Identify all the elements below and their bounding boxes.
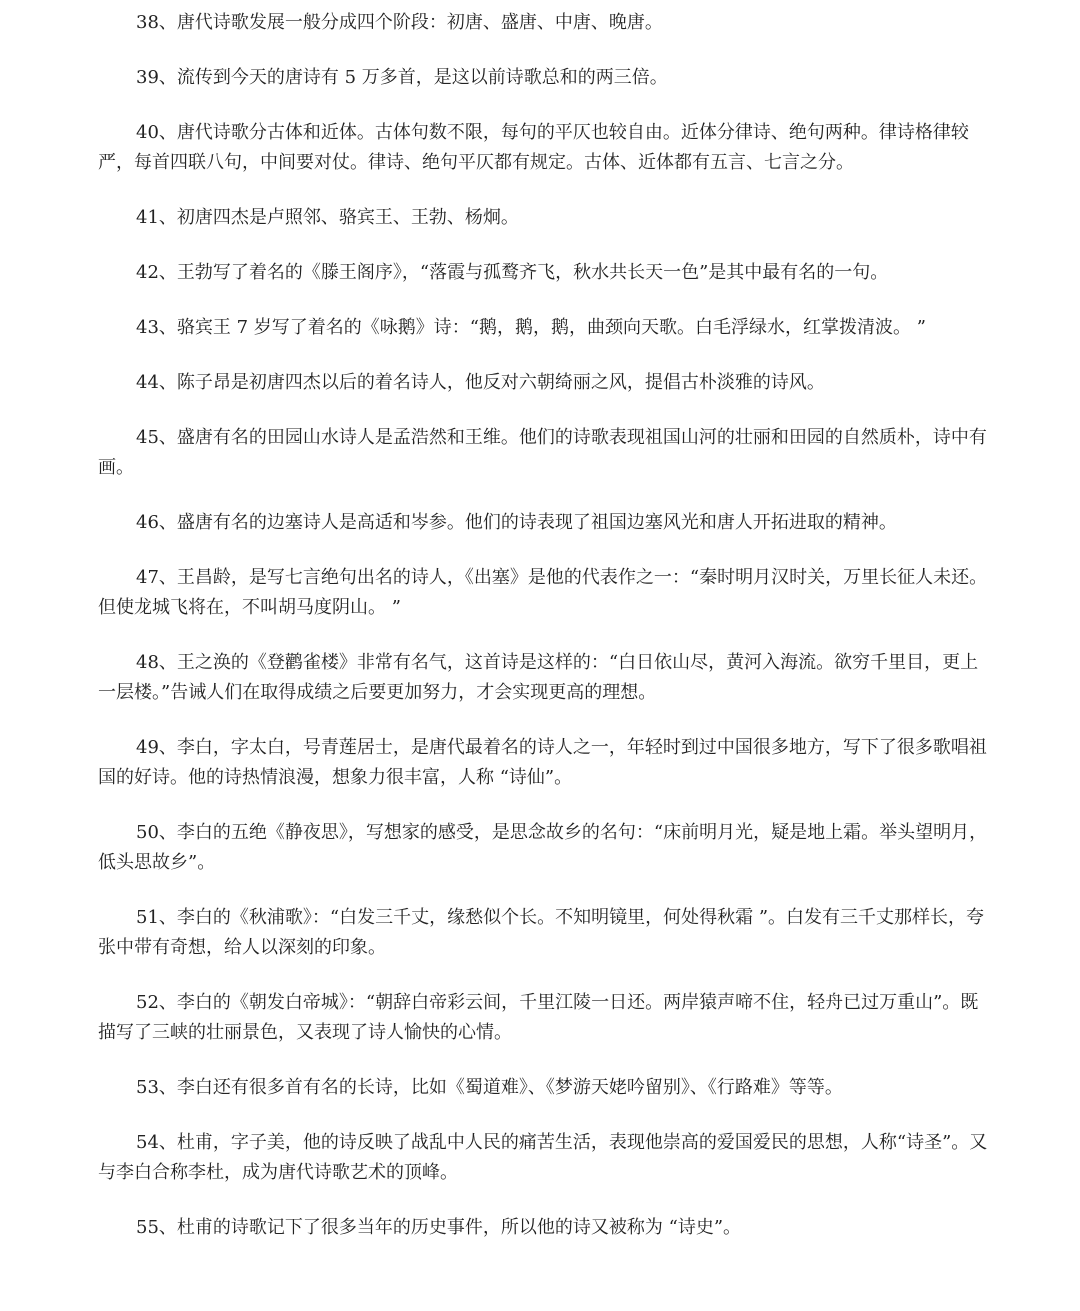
paragraph-40: 40、唐代诗歌分古体和近体。古体句数不限，每句的平仄也较自由。近体分律诗、绝句两种。律诗格律较严，每首四联八句，中间要对仗。律诗、绝句平仄都有规定。古体、近体都有五言、七言之分。	[98, 122, 969, 173]
paragraph-51: 51、李白的《秋浦歌》：“白发三千丈，缘愁似个长。不知明镜里，何处得秋霜 ”。白发有三千丈那样长，夸张中带有奇想，给人以深刻的印象。	[98, 907, 985, 958]
paragraph-55: 55、杜甫的诗歌记下了很多当年的历史事件，所以他的诗又被称为 “诗史”。	[136, 1217, 742, 1238]
paragraph-48: 48、王之涣的《登鹳雀楼》非常有名气，这首诗是这样的：“白日依山尽，黄河入海流。欲穷千里目，更上一层楼。”告诫人们在取得成绩之后要更加努力，才会实现更高的理想。	[98, 652, 979, 703]
paragraph-54: 54、杜甫，字子美，他的诗反映了战乱中人民的痛苦生活，表现他崇高的爱国爱民的思想，人称“诗圣”。又与李白合称李杜，成为唐代诗歌艺术的顶峰。	[98, 1132, 988, 1183]
paragraph-45: 45、盛唐有名的田园山水诗人是孟浩然和王维。他们的诗歌表现祖国山河的壮丽和田园的自然质朴，诗中有画。	[98, 427, 987, 478]
paragraph-39: 39、流传到今天的唐诗有 5 万多首，是这以前诗歌总和的两三倍。	[136, 67, 668, 88]
paragraph-53: 53、李白还有很多首有名的长诗，比如《蜀道难》、《梦游天姥吟留别》、《行路难》等等。	[136, 1077, 843, 1098]
paragraph-52: 52、李白的《朝发白帝城》：“朝辞白帝彩云间，千里江陵一日还。两岸猿声啼不住，轻舟已过万重山”。既描写了三峡的壮丽景色，又表现了诗人愉快的心情。	[98, 992, 979, 1043]
paragraph-38: 38、唐代诗歌发展一般分成四个阶段：初唐、盛唐、中唐、晚唐。	[136, 12, 663, 33]
paragraph-44: 44、陈子昂是初唐四杰以后的着名诗人，他反对六朝绮丽之风，提倡古朴淡雅的诗风。	[136, 372, 825, 393]
document-page	[98, 8, 988, 1243]
paragraph-42: 42、王勃写了着名的《滕王阁序》，“落霞与孤鹜齐飞，秋水共长天一色”是其中最有名的一句。	[136, 262, 889, 283]
paragraph-47: 47、王昌龄，是写七言绝句出名的诗人，《出塞》是他的代表作之一：“秦时明月汉时关，万里长征人未还。但使龙城飞将在，不叫胡马度阴山。 ”	[98, 567, 988, 618]
paragraph-49: 49、李白，字太白，号青莲居士，是唐代最着名的诗人之一，年轻时到过中国很多地方，写下了很多歌唱祖国的好诗。他的诗热情浪漫，想象力很丰富，人称 “诗仙”。	[98, 737, 987, 788]
paragraph-43: 43、骆宾王 7 岁写了着名的《咏鹅》诗：“鹅，鹅，鹅，曲颈向天歌。白毛浮绿水，红掌拨清波。 ”	[136, 317, 926, 338]
paragraph-50: 50、李白的五绝《静夜思》，写想家的感受，是思念故乡的名句：“床前明月光，疑是地上霜。举头望明月，低头思故乡”。	[98, 822, 988, 873]
paragraph-46: 46、盛唐有名的边塞诗人是高适和岑参。他们的诗表现了祖国边塞风光和唐人开拓进取的精神。	[136, 512, 897, 533]
paragraph-41: 41、初唐四杰是卢照邻、骆宾王、王勃、杨炯。	[136, 207, 519, 228]
